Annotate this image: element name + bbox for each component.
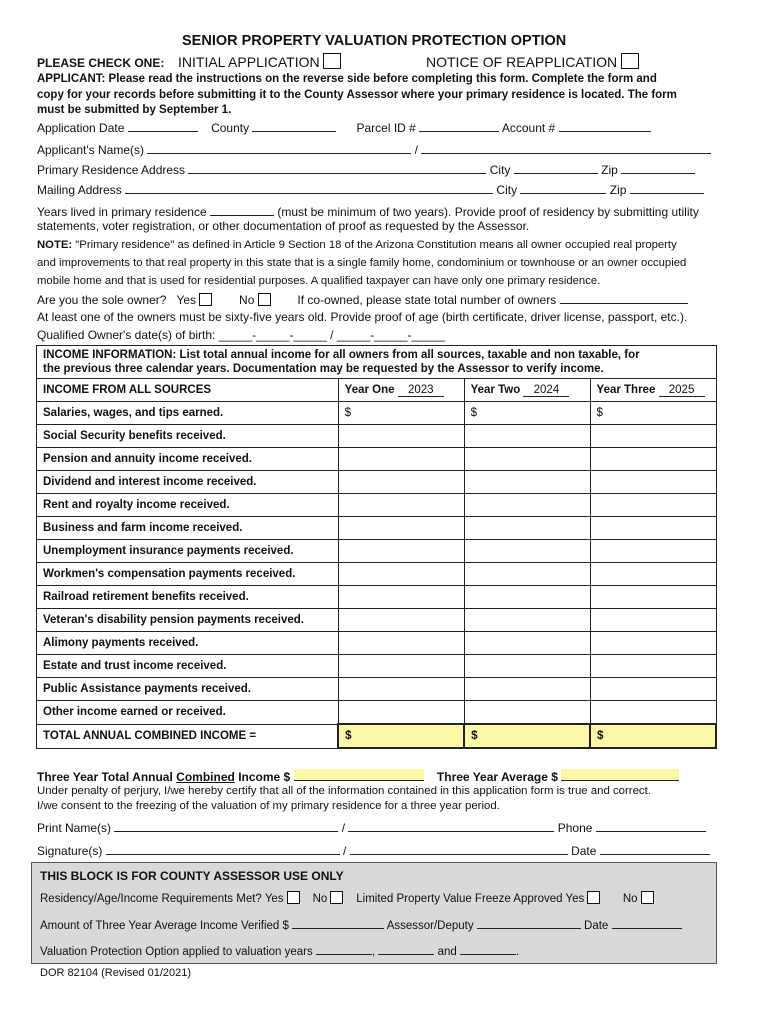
income-year-three-cell[interactable] [590,448,716,471]
income-year-one-cell[interactable] [338,540,464,563]
application-date-field[interactable] [128,120,198,132]
income-row [37,448,717,471]
income-total-row [37,724,717,748]
three-year-income-label: Income $ [238,770,291,784]
year-one-label: Year One [344,383,395,396]
income-row [37,540,717,563]
year-three-value[interactable]: 2025 [659,384,705,397]
income-row-label: Salaries, wages, and tips earned. [37,402,339,425]
phone-field[interactable] [596,820,706,832]
income-row-label: Social Security benefits received. [37,425,339,448]
income-row [37,494,717,517]
income-header-row [37,379,717,402]
signature-date-label: Date [571,844,597,858]
signature-field-2[interactable] [350,843,568,855]
requirements-yes-label: Yes [264,893,284,905]
assessor-block-title: THIS BLOCK IS FOR COUNTY ASSESSOR USE ONLY [40,869,344,883]
col-year-two-header [464,379,590,402]
primary-address-row [37,162,695,177]
income-row [37,678,717,701]
assessor-date-field[interactable] [612,917,682,929]
primary-address-field[interactable] [188,162,486,174]
income-year-one-cell[interactable] [338,471,464,494]
print-name-field-1[interactable] [114,820,338,832]
requirements-no-checkbox[interactable] [330,891,343,904]
three-year-row [37,769,679,784]
note-text-1: "Primary residence" as defined in Article 9 Section 18 of the Arizona Constitution means all owner occupied real property [75,239,677,251]
applicant-names-row: Applicant's Name(s) / [37,142,711,157]
income-year-two-cell[interactable] [464,655,590,678]
income-year-one-cell[interactable] [338,609,464,632]
age-requirement: At least one of the owners must be sixty-five years old. Provide proof of age (birth certificate, driver license, passport, etc.). [37,310,688,324]
year-one-value[interactable]: 2023 [398,384,444,397]
assessor-years-row: Valuation Protection Option applied to valuation years , and . [40,943,519,958]
income-row [37,402,717,425]
income-year-two-cell[interactable] [464,494,590,517]
valuation-year-field-2[interactable] [378,943,434,955]
income-year-three-cell[interactable] [590,678,716,701]
sole-owner-yes-label: Yes [176,293,197,307]
col-year-three-header [590,379,716,402]
income-year-two-cell[interactable] [464,678,590,701]
income-year-three-cell[interactable] [590,701,716,725]
total-year-three-cell[interactable]: $ [590,724,716,748]
sole-owner-row [37,292,688,307]
applicant-instructions-3: must be submitted by September 1. [37,104,232,116]
income-row [37,563,717,586]
co-owners-count-field[interactable] [560,292,688,304]
note-line-3: mobile home and that is used for residential purposes. A qualified taxpayer can have only one primary residence. [37,275,601,287]
income-year-three-cell[interactable] [590,494,716,517]
requirements-yes-checkbox[interactable] [287,891,300,904]
total-year-two-cell[interactable]: $ [464,724,590,748]
income-year-one-cell[interactable] [338,425,464,448]
income-row [37,701,717,725]
income-year-two-cell[interactable] [464,517,590,540]
income-year-two-cell[interactable] [464,448,590,471]
parcel-label: Parcel ID # [356,121,416,135]
income-row-label: Alimony payments received. [37,632,339,655]
income-year-three-cell[interactable] [590,655,716,678]
sole-owner-label: Are you the sole owner? [37,293,167,307]
income-row [37,655,717,678]
three-year-average-field[interactable] [561,769,679,781]
income-year-one-cell[interactable] [338,586,464,609]
income-year-one-cell[interactable] [338,678,464,701]
assessor-deputy-label: Assessor/Deputy [386,920,474,932]
income-year-three-cell[interactable] [590,517,716,540]
income-year-one-cell[interactable] [338,701,464,725]
sole-owner-yes-checkbox[interactable] [199,293,212,306]
perjury-statement-1: Under penalty of perjury, I/we hereby certify that all of the information contained in this application form is true and correct. [37,785,651,797]
verified-amount-field[interactable] [292,917,384,929]
three-year-total-label: Three Year Total Annual [37,770,173,784]
income-year-three-cell[interactable] [590,425,716,448]
initial-application-option[interactable] [178,53,341,70]
income-year-two-cell[interactable] [464,609,590,632]
three-year-total-field[interactable] [294,769,424,781]
year-two-label: Year Two [470,383,521,396]
applicant-name-field-2[interactable] [421,142,711,154]
valuation-years-label: Valuation Protection Option applied to valuation years [40,946,313,958]
income-row-label: Veteran's disability pension payments received. [37,609,339,632]
income-row-label: Railroad retirement benefits received. [37,586,339,609]
income-row [37,609,717,632]
reapplication-checkbox[interactable] [621,53,639,69]
mailing-city-label: City [496,183,518,197]
years-lived-label: Years lived in primary residence [37,205,207,219]
income-row [37,425,717,448]
income-year-three-cell[interactable] [590,471,716,494]
parcel-field[interactable] [419,120,499,132]
col-source-header: INCOME FROM ALL SOURCES [37,379,339,402]
freeze-yes-label: Yes [565,893,585,905]
account-label: Account # [501,121,556,135]
income-year-three-cell[interactable] [590,563,716,586]
valuation-and-label: and [437,946,457,958]
co-owned-label: If co-owned, please state total number of owners [297,293,557,307]
combined-word: Combined [176,770,235,784]
income-year-two-cell[interactable] [464,425,590,448]
income-year-two-cell[interactable]: $ [464,402,590,425]
applicant-instructions-1: APPLICANT: Please read the instructions on the reverse side before completing this form. Complete the form and [37,73,657,85]
years-lived-field[interactable] [210,204,274,216]
initial-application-checkbox[interactable] [323,53,341,69]
income-year-two-cell[interactable] [464,563,590,586]
freeze-yes-checkbox[interactable] [587,891,600,904]
print-name-label: Print Name(s) [37,821,112,835]
income-table [36,345,717,749]
applicant-name-field-1[interactable] [147,142,411,154]
initial-application-label: INITIAL APPLICATION [178,54,320,70]
income-year-one-cell[interactable] [338,517,464,540]
mailing-city-field[interactable] [520,182,606,194]
assessor-date-label: Date [584,920,609,932]
assessor-amount-row [40,917,682,932]
sole-owner-no-checkbox[interactable] [258,293,271,306]
reapplication-label: NOTICE OF REAPPLICATION [426,54,618,70]
income-year-two-cell[interactable] [464,471,590,494]
signature-field-1[interactable] [106,843,340,855]
primary-city-label: City [489,163,511,177]
income-year-one-cell[interactable] [338,563,464,586]
primary-zip-label: Zip [601,163,618,177]
income-year-two-cell[interactable] [464,632,590,655]
signature-row: Signature(s) / Date [37,843,710,858]
signature-label: Signature(s) [37,844,103,858]
income-row-label: Dividend and interest income received. [37,471,339,494]
valuation-year-field-3[interactable] [460,943,516,955]
income-year-three-cell[interactable]: $ [590,402,716,425]
applicant-names-label: Applicant's Name(s) [37,143,144,157]
income-year-two-cell[interactable] [464,586,590,609]
note-line-1 [37,239,677,251]
income-row-label: Workmen's compensation payments received. [37,563,339,586]
income-row [37,517,717,540]
income-year-two-cell[interactable] [464,540,590,563]
mailing-zip-label: Zip [609,183,627,197]
note-line-2: and improvements to that real property in this state that is a single family home, condominium or townhouse or an owner occupied [37,257,687,269]
income-info [37,346,717,379]
reapplication-option[interactable] [426,53,639,70]
dob-field[interactable]: _____-_____-_____ / _____-_____-_____ [218,328,445,342]
income-row [37,586,717,609]
perjury-statement-2: I/we consent to the freezing of the valuation of my primary residence for a three year period. [37,800,500,812]
county-label: County [211,121,250,135]
freeze-no-checkbox[interactable] [641,891,654,904]
years-lived-row [37,204,699,219]
form-title: SENIOR PROPERTY VALUATION PROTECTION OPTION [182,33,567,49]
income-year-three-cell[interactable] [590,632,716,655]
income-row-label: Pension and annuity income received. [37,448,339,471]
mailing-address-label: Mailing Address [37,183,122,197]
income-year-three-cell[interactable] [590,609,716,632]
income-row-label: Rent and royalty income received. [37,494,339,517]
freeze-no-label: No [622,893,638,905]
income-row-label: Other income earned or received. [37,701,339,725]
income-year-one-cell[interactable] [338,494,464,517]
mailing-address-field[interactable] [125,182,493,194]
income-year-one-cell[interactable]: $ [338,402,464,425]
mailing-address-row [37,182,704,197]
print-name-row: Print Name(s) / Phone [37,820,706,835]
income-year-one-cell[interactable] [338,448,464,471]
income-year-three-cell[interactable] [590,540,716,563]
income-year-three-cell[interactable] [590,586,716,609]
primary-zip-field[interactable] [621,162,695,174]
year-three-label: Year Three [596,383,656,396]
dob-label: Qualified Owner's date(s) of birth: [37,328,216,342]
freeze-approved-label: Limited Property Value Freeze Approved [356,893,563,905]
assessor-block [31,862,717,964]
years-lived-note: (must be minimum of two years). Provide proof of residency by submitting utility [277,205,699,219]
check-one-label: PLEASE CHECK ONE: [37,56,165,70]
mailing-zip-field[interactable] [630,182,704,194]
income-info-1: INCOME INFORMATION: List total annual income for all owners from all sources, taxable and non taxable, for [43,349,640,361]
year-two-value[interactable]: 2024 [523,384,569,397]
verified-amount-label: Amount of Three Year Average Income Verified $ [40,920,289,932]
income-row [37,632,717,655]
application-info-row [37,120,651,135]
income-row [37,471,717,494]
income-info-row [37,346,717,379]
income-row-label: Public Assistance payments received. [37,678,339,701]
income-row-label: Business and farm income received. [37,517,339,540]
years-lived-note-2: statements, voter registration, or other documentation of proof as requested by the Assessor. [37,219,530,233]
assessor-deputy-field[interactable] [477,917,581,929]
signature-date-field[interactable] [600,843,710,855]
total-income-label: TOTAL ANNUAL COMBINED INCOME = [37,724,339,748]
income-info-2: the previous three calendar years. Documentation may be requested by the Assessor to verify income. [43,363,604,375]
note-label: NOTE: [37,239,73,251]
county-field[interactable] [252,120,336,132]
application-date-label: Application Date [37,121,125,135]
sole-owner-no-label: No [239,293,255,307]
income-year-one-cell[interactable] [338,655,464,678]
three-year-average-label: Three Year Average $ [436,770,558,784]
primary-city-field[interactable] [514,162,598,174]
total-year-one-cell[interactable]: $ [338,724,464,748]
requirements-met-label: Residency/Age/Income Requirements Met? [40,893,262,905]
requirements-no-label: No [312,893,328,905]
account-field[interactable] [559,120,651,132]
income-year-one-cell[interactable] [338,632,464,655]
assessor-requirements-row [40,891,654,905]
income-year-two-cell[interactable] [464,701,590,725]
applicant-instructions-2: copy for your records before submitting it to the County Assessor where your primary residence is located. The form [37,89,677,101]
dob-row [37,328,445,342]
primary-address-label: Primary Residence Address [37,163,186,177]
print-name-field-2[interactable] [348,820,554,832]
income-row-label: Estate and trust income received. [37,655,339,678]
phone-label: Phone [557,821,593,835]
income-row-label: Unemployment insurance payments received. [37,540,339,563]
form-number: DOR 82104 (Revised 01/2021) [40,967,192,979]
valuation-year-field-1[interactable] [316,943,372,955]
col-year-one-header [338,379,464,402]
